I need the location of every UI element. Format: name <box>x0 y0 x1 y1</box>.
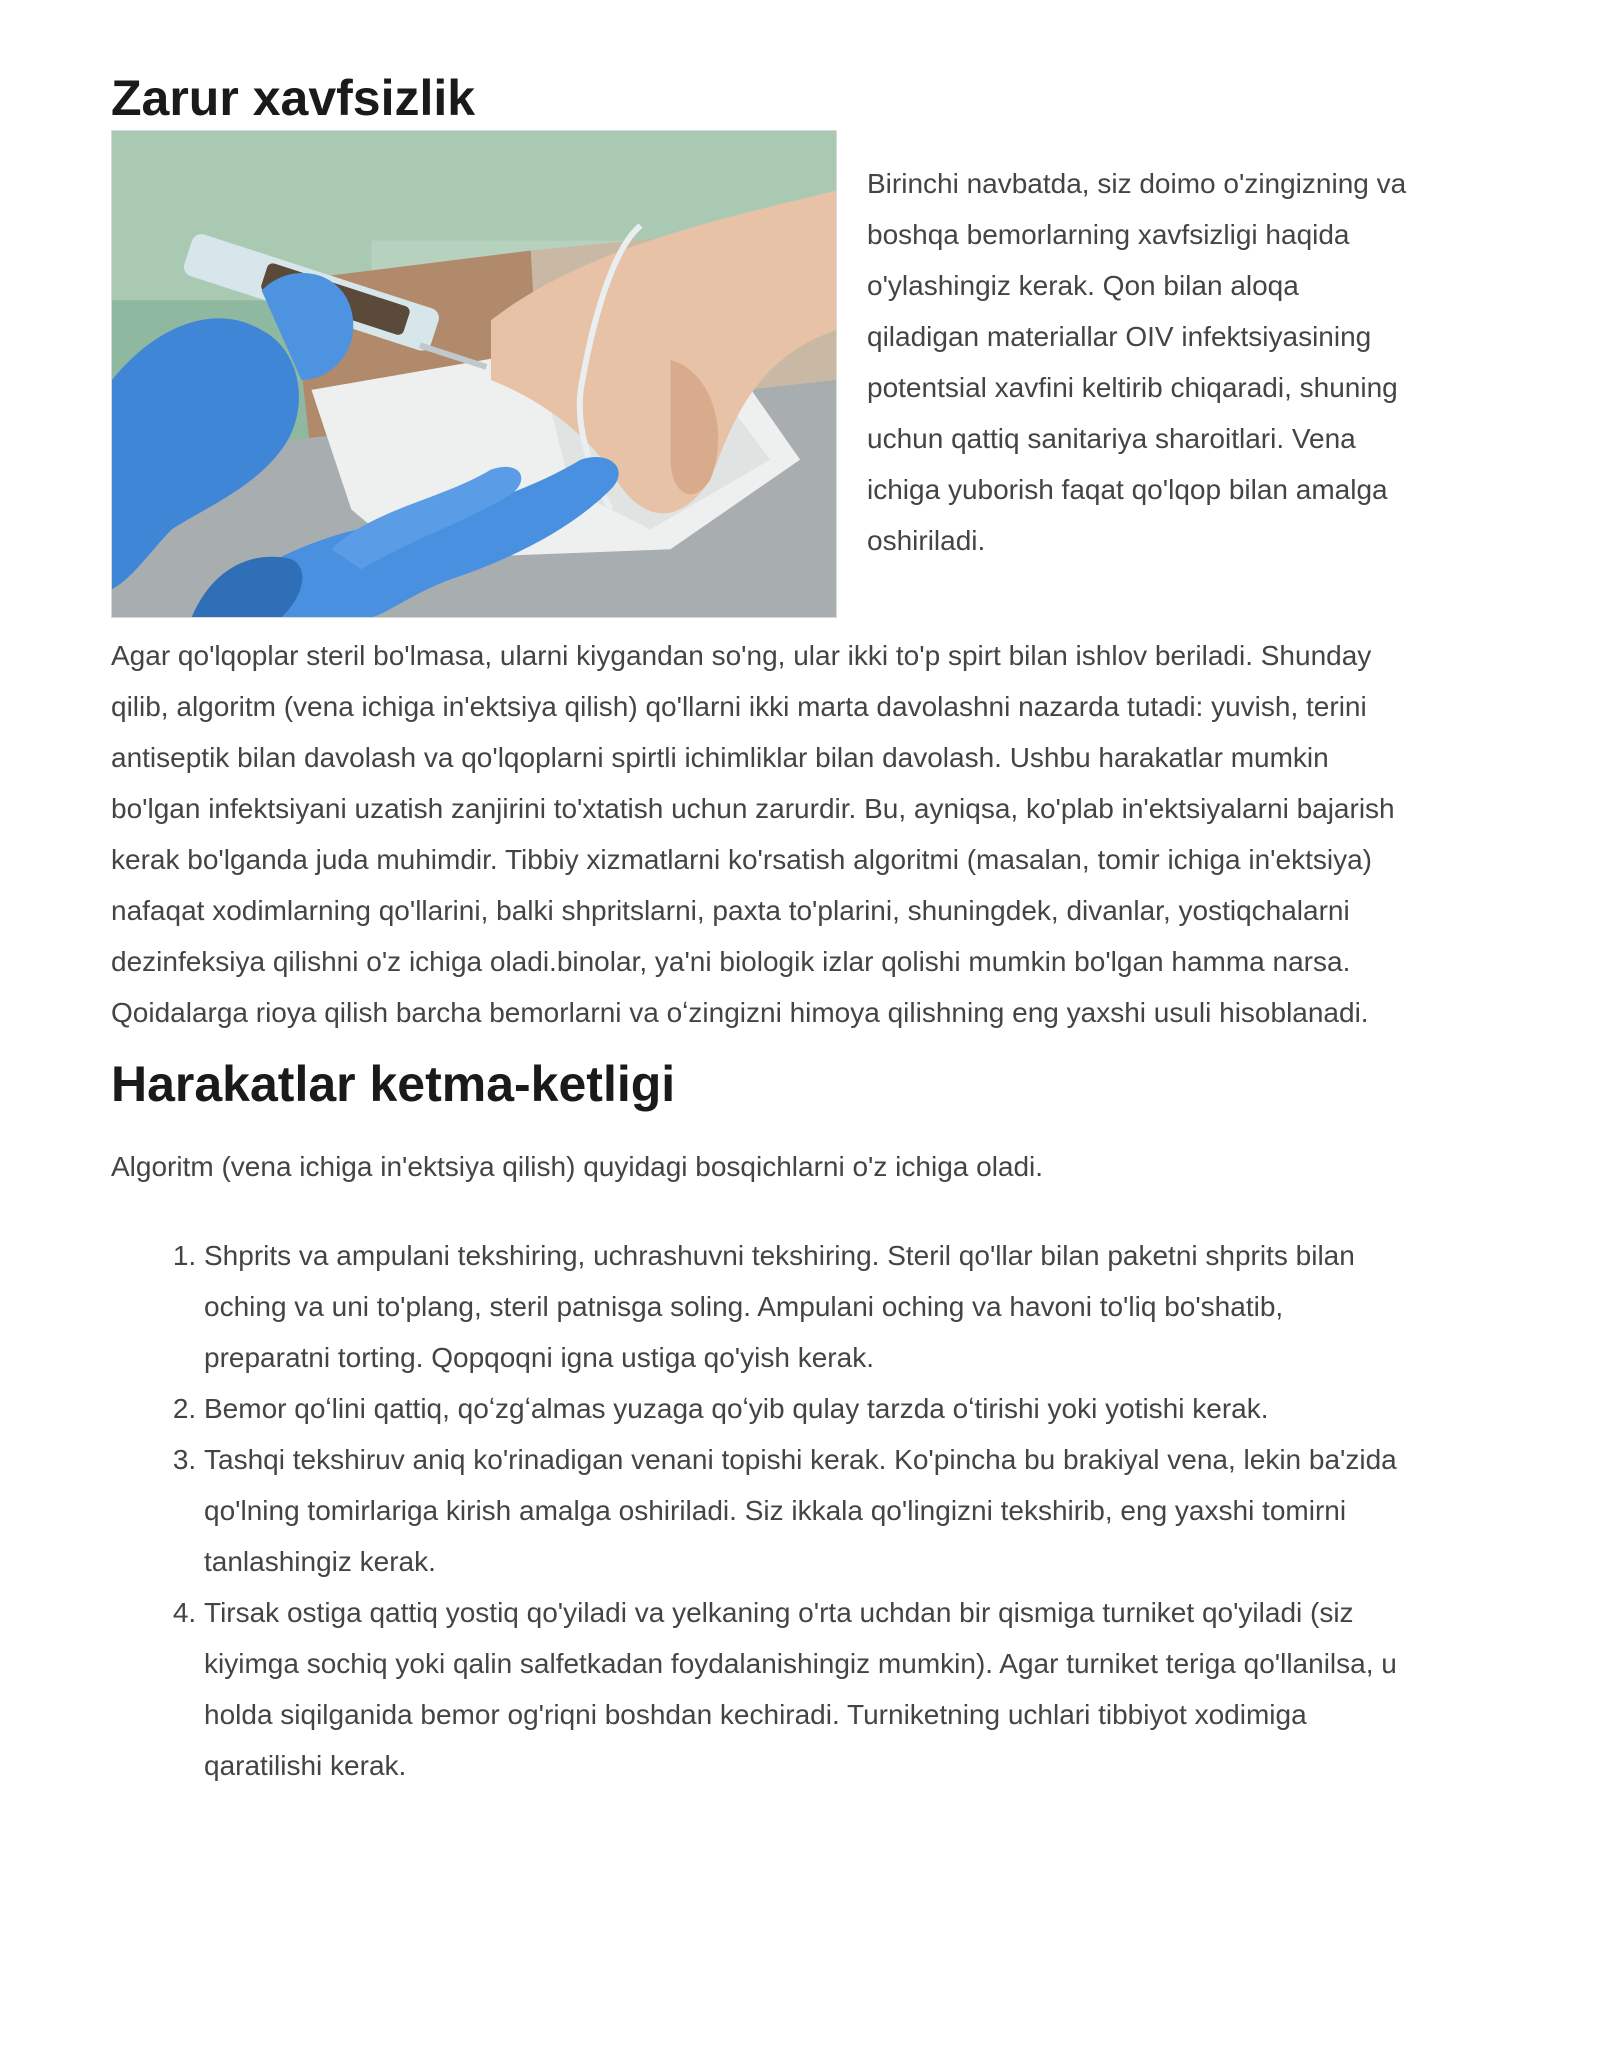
section-title-safety: Zarur xavfsizlik <box>111 70 476 126</box>
step-item: 3. Tashqi tekshiruv aniq ko'rinadigan venani topishi kerak. Ko'pincha bu brakiyal vena, lekin ba'zida qo'lning tomirlariga kirish amalga oshiriladi. Siz ikkala qo'lingizni tekshirib, eng yaxshi tomirni tanlashingiz kerak. <box>204 1434 1411 1587</box>
sequence-intro: Algoritm (vena ichiga in'ektsiya qilish) quyidagi bosqichlarni o'z ichiga oladi. <box>111 1151 1044 1182</box>
safety-paragraph: Agar qo'lqoplar steril bo'lmasa, ularni kiygandan so'ng, ular ikki to'p spirt bilan ishlov beriladi. Shunday qilib, algoritm (vena ichiga in'ektsiya qilish) qo'llarni ikki marta davolashni nazarda tutadi: yuvish, terini antiseptik bilan davolash va qo'lqoplarni spirtli ichimliklar bilan davolash. Ushbu harakatlar mumkin bo'lgan infektsiyani uzatish zanjirini to'xtatish uchun zarurdir. Bu, ayniqsa, ko'plab in'ektsiyalarni bajarish kerak bo'lganda juda muhimdir. Tibbiy xizmatlarni ko'rsatish algoritmi (masalan, tomir ichiga in'ektsiya) nafaqat xodimlarning qo'llarini, balki shpritslarni, paxta to'plarini, shuningdek, divanlar, yostiqchalarni dezinfeksiya qilishni o'z ichiga oladi.binolar, ya'ni biologik izlar qolishi mumkin bo'lgan hamma narsa. Qoidalarga rioya qilish barcha bemorlarni va oʻzingizni himoya qilishning eng yaxshi usuli hisoblanadi. <box>111 639 1395 1028</box>
step-item: 4. Tirsak ostiga qattiq yostiq qo'yiladi va yelkaning o'rta uchdan bir qismiga turniket qo'yiladi (siz kiyimga sochiq yoki qalin salfetkadan foydalanishingiz mumkin). Agar turniket teriga qo'llanilsa, u holda siqilganida bemor og'riqni boshdan kechiradi. Turniketning uchlari tibbiyot xodimiga qaratilishi kerak. <box>204 1587 1411 1791</box>
figure-row <box>111 130 1411 618</box>
article <box>111 70 1411 1791</box>
steps-list <box>111 1230 1411 1791</box>
injection-illustration <box>112 131 836 617</box>
section-title-sequence: Harakatlar ketma-ketligi <box>111 1055 676 1112</box>
injection-photo <box>111 130 837 618</box>
step-item: 2. Bemor qoʻlini qattiq, qoʻzgʻalmas yuzaga qoʻyib qulay tarzda oʻtirishi yoki yotishi kerak. <box>204 1383 1411 1434</box>
aside-paragraph: Birinchi navbatda, siz doimo o'zingizning va boshqa bemorlarning xavfsizligi haqida o'ylashingiz kerak. Qon bilan aloqa qiladigan materiallar OIV infektsiyasining potentsial xavfini keltirib chiqaradi, shuning uchun qattiq sanitariya sharoitlari. Vena ichiga yuborish faqat qo'lqop bilan amalga oshiriladi. <box>867 167 1407 556</box>
step-item: 1. Shprits va ampulani tekshiring, uchrashuvni tekshiring. Steril qo'llar bilan paketni shprits bilan oching va uni to'plang, steril patnisga soling. Ampulani oching va havoni to'liq bo'shatib, preparatni torting. Qopqoqni igna ustiga qo'yish kerak. <box>204 1230 1411 1383</box>
